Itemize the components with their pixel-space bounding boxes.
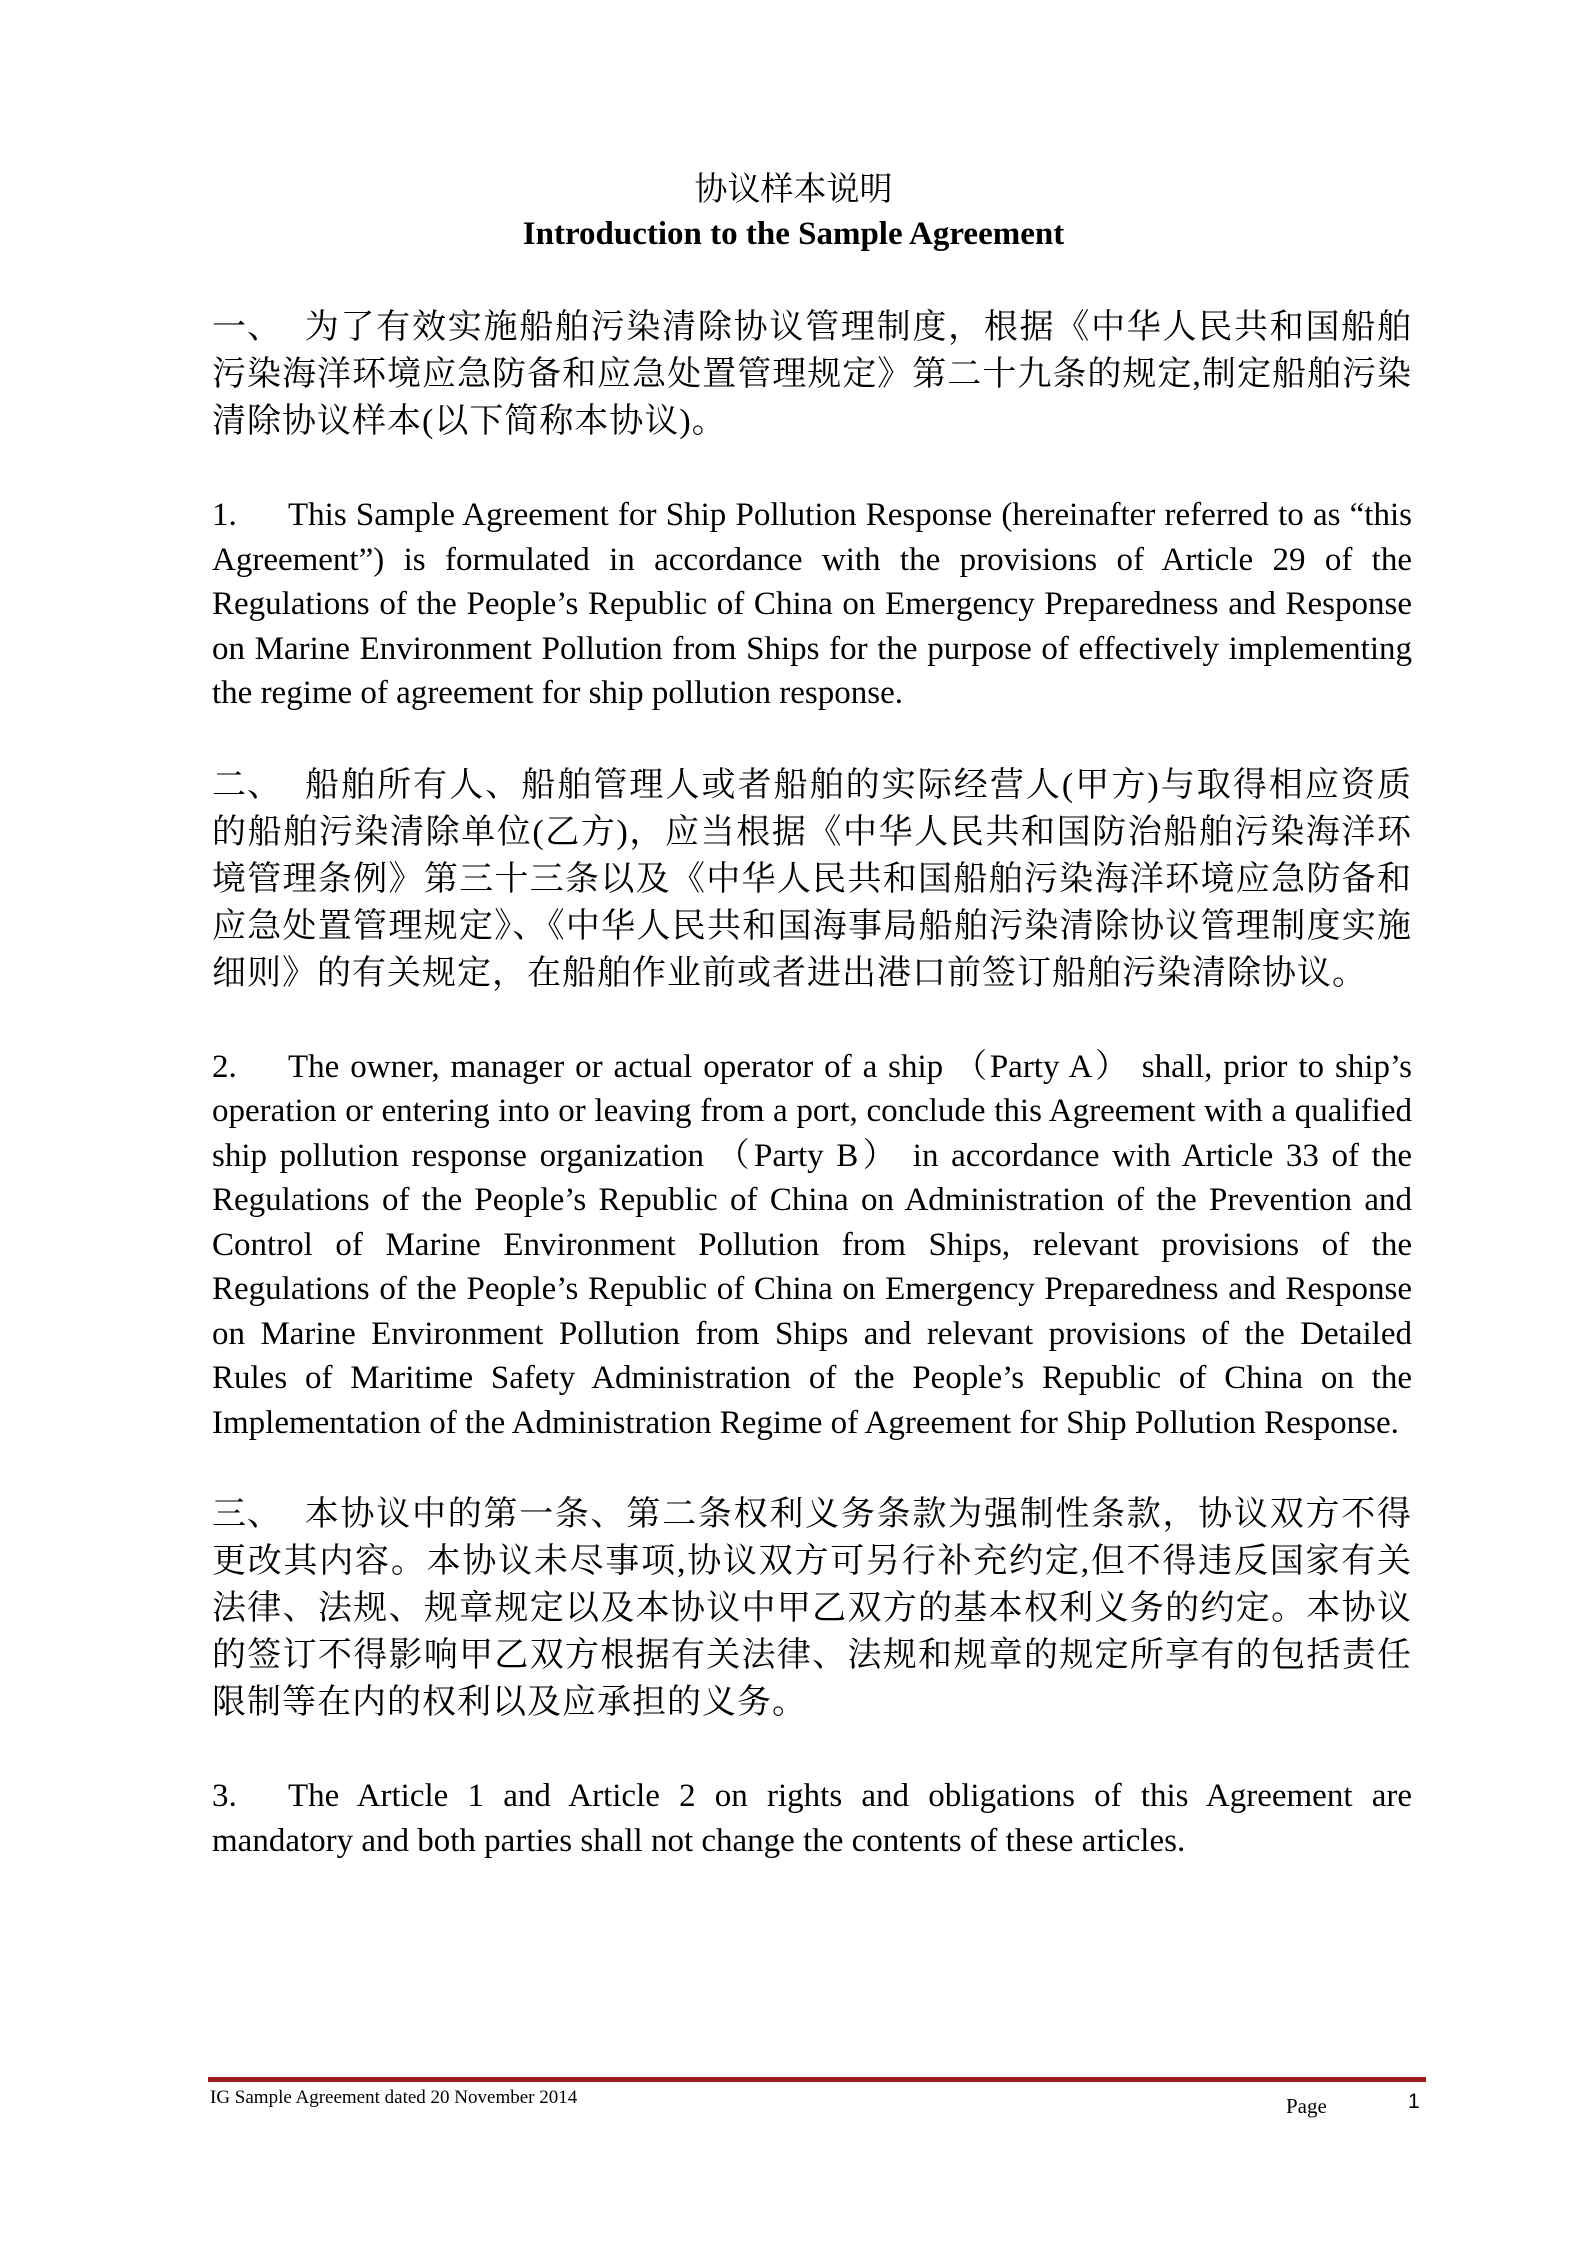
paragraph-text: The owner, manager or actual operator of a ship （Party A） shall, prior to ship’s operation or entering into or leaving from a port, conclude this Agreement with a qualified ship pollution response organization （Party B） in accordance with Article 33 of the Regulations of the People’s Republic of China on Administration of the Prevention and Control of Marine Environment Pollution from Ships, relevant provisions of the Regulations of the People’s Republic of China on Emergency Preparedness and Response on Marine Environment Pollution from Ships and relevant provisions of the Detailed Rules of Maritime Safety Administration of the People’s Republic of China on the Implementation of the Administration Regime of Agreement for Ship Pollution Response.	[212, 1048, 1412, 1441]
footer-divider	[208, 2077, 1426, 2082]
paragraph-number: 三、	[212, 1496, 282, 1533]
paragraph-en-2	[212, 1045, 1412, 1446]
paragraph-text: 为了有效实施船舶污染清除协议管理制度，根据《中华人民共和国船舶污染海洋环境应急防备和应急处置管理规定》第二十九条的规定,制定船舶污染清除协议样本(以下简称本协议)。	[212, 309, 1412, 440]
paragraph-text: 本协议中的第一条、第二条权利义务条款为强制性条款，协议双方不得更改其内容。本协议未尽事项,协议双方可另行补充约定,但不得违反国家有关法律、法规、规章规定以及本协议中甲乙双方的基本权利义务的约定。本协议的签订不得影响甲乙双方根据有关法律、法规和规章的规定所享有的包括责任限制等在内的权利以及应承担的义务。	[212, 1496, 1412, 1721]
paragraph-number: 1.	[212, 497, 237, 533]
paragraph-text: This Sample Agreement for Ship Pollution Response (hereinafter referred to as “this Agreement”) is formulated in accordance with the provisions of Article 29 of the Regulations of the People’s Republic of China on Emergency Preparedness and Response on Marine Environment Pollution from Ships for the purpose of effectively implementing the regime of agreement for ship pollution response.	[212, 497, 1412, 711]
paragraph-zh-2	[212, 762, 1412, 997]
paragraph-zh-3	[212, 1491, 1412, 1726]
paragraph-text: 船舶所有人、船舶管理人或者船舶的实际经营人(甲方)与取得相应资质的船舶污染清除单位(乙方)，应当根据《中华人民共和国防治船舶污染海洋环境管理条例》第三十三条以及《中华人民共和国船舶污染海洋环境应急防备和应急处置管理规定》、《中华人民共和国海事局船舶污染清除协议管理制度实施细则》的有关规定，在船舶作业前或者进出港口前签订船舶污染清除协议。	[212, 766, 1412, 992]
paragraph-number: 3.	[212, 1778, 237, 1814]
paragraph-zh-1	[212, 304, 1412, 445]
footer-page-label: Page	[1286, 2094, 1327, 2118]
paragraph-en-1	[212, 493, 1412, 716]
page-title-chinese: 协议样本说明	[694, 172, 893, 208]
document-body	[212, 304, 1412, 1909]
page-title-english: Introduction to the Sample Agreement	[522, 216, 1065, 252]
paragraph-number: 2.	[212, 1048, 237, 1085]
paragraph-number: 二、	[212, 766, 282, 804]
footer-page-number: 1	[1408, 2090, 1420, 2113]
paragraph-number: 一、	[212, 309, 282, 346]
footer-document-label: IG Sample Agreement dated 20 November 2014	[210, 2087, 578, 2108]
paragraph-text: The Article 1 and Article 2 on rights and obligations of this Agreement are mandatory and both parties shall not change the contents of these articles.	[212, 1778, 1412, 1859]
paragraph-en-3	[212, 1774, 1412, 1863]
